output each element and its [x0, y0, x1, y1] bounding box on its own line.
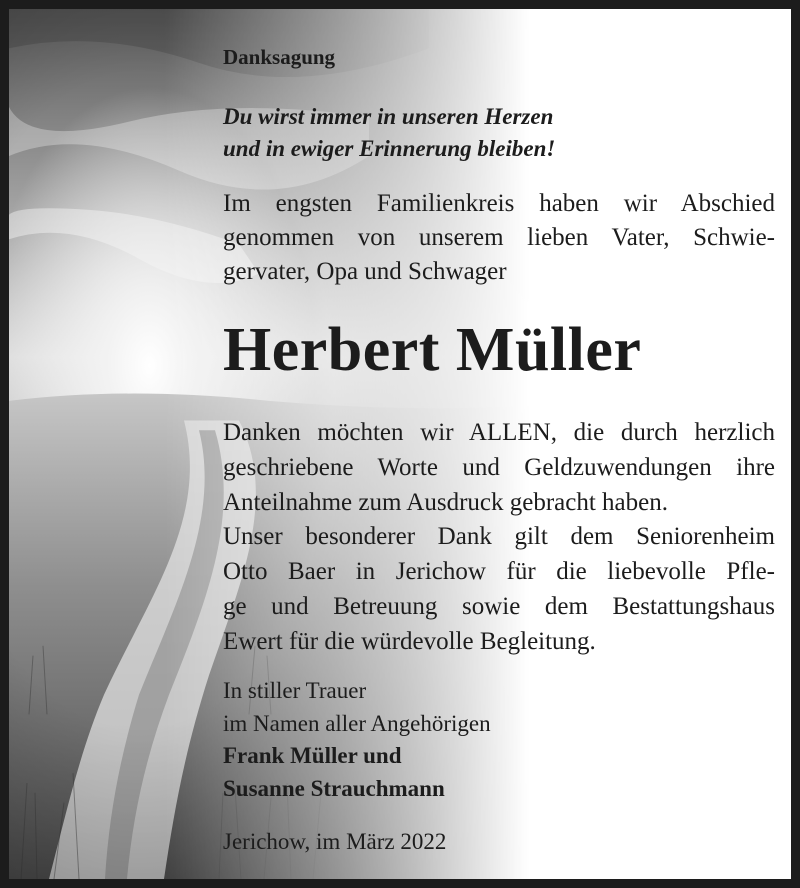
relatives-line: im Namen aller Angehörigen: [223, 710, 491, 736]
intro-line: Im engsten Familienkreis haben wir Abschied: [223, 190, 775, 217]
memorial-motto: [223, 101, 555, 165]
deceased-name: Herbert Müller: [223, 316, 642, 384]
thanks-line: geschriebene Worte und Geldzuwendungen ihre: [223, 453, 775, 481]
signature-block: [223, 675, 491, 805]
notice-heading: Danksagung: [223, 45, 336, 69]
mourning-line: In stiller Trauer: [223, 678, 367, 703]
thanks-paragraph: [223, 416, 775, 660]
intro-line: gervater, Opa und Schwager: [223, 258, 507, 285]
place-date: Jerichow, im März 2022: [223, 829, 447, 854]
thanks-line: Danken möchten wir ALLEN, die durch herzlich: [223, 419, 775, 446]
thanks-line: Ewert für die würdevolle Begleitung.: [223, 627, 596, 655]
thanks-line: ge und Betreuung sowie dem Bestattungshaus: [223, 592, 775, 620]
thanks-line: Unser besonderer Dank gilt dem Seniorenheim: [223, 523, 775, 551]
intro-line: genommen von unserem lieben Vater, Schwie-: [223, 224, 775, 251]
signatory-name: Frank Müller und: [223, 743, 402, 768]
thanks-line: Otto Baer in Jerichow für die liebevolle Pfle-: [223, 558, 775, 586]
motto-line: Du wirst immer in unseren Herzen: [223, 104, 554, 129]
signatory-name: Susanne Strauchmann: [223, 775, 445, 801]
thanks-line: Anteilnahme zum Ausdruck gebracht haben.: [223, 488, 668, 516]
intro-paragraph: [223, 187, 775, 289]
motto-line: und in ewiger Erinnerung bleiben!: [223, 136, 556, 161]
